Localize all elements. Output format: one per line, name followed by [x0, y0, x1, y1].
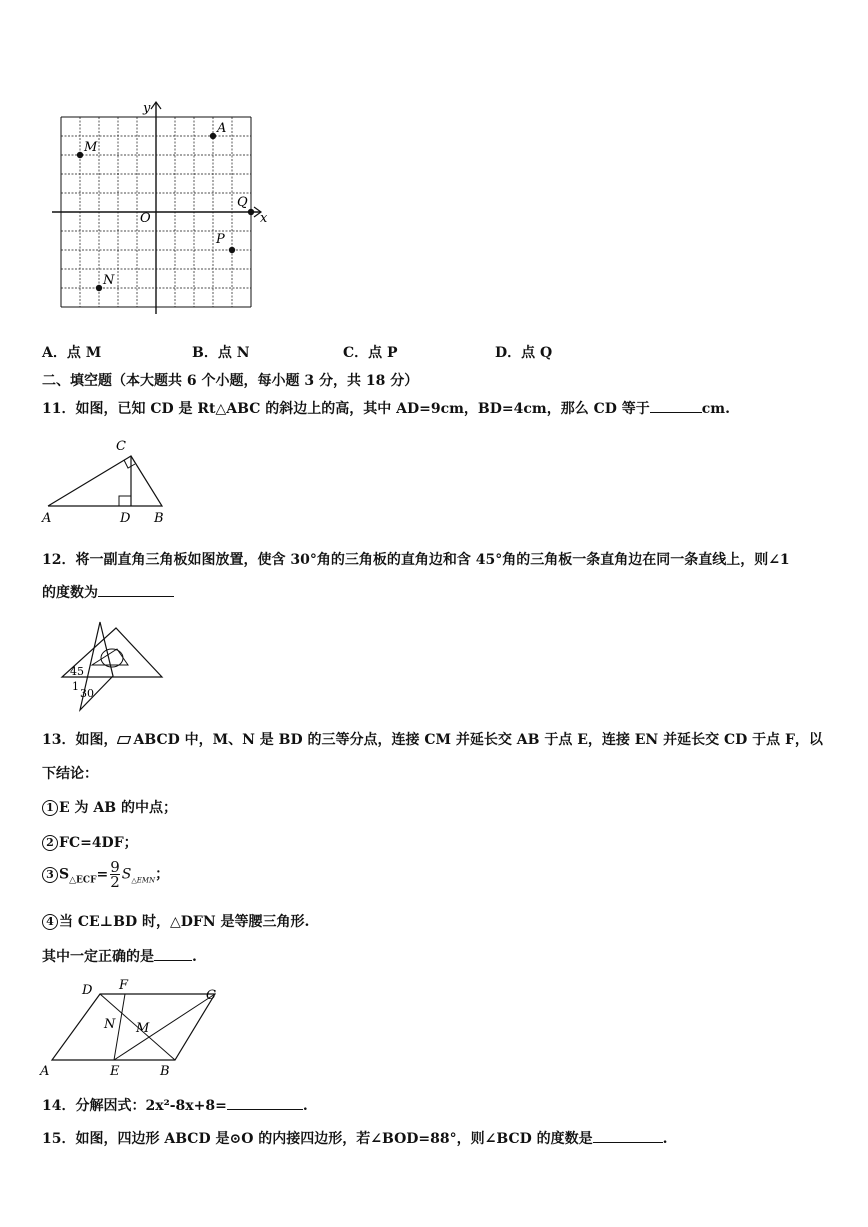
label-b: B — [154, 511, 164, 526]
question-12-line1: 12．将一副直角三角板如图放置，使含 30°角的三角板的直角边和含 45°角的三角板一条直角边在同一条直线上，则∠1 — [42, 552, 790, 568]
circled-number-3: 3 — [42, 867, 58, 883]
question-11: 11．如图，已知 CD 是 Rt△ABC 的斜边上的高，其中 AD=9cm，BD=4cm，那么 CD 等于 cm. — [42, 401, 730, 417]
label-c: C — [116, 439, 126, 454]
point-label-p: P — [216, 232, 225, 247]
question-15: 15．如图，四边形 ABCD 是⊙O 的内接四边形，若∠BOD=88°，则∠BCD 的度数是 . — [42, 1131, 668, 1147]
y-axis-label: y — [143, 101, 151, 116]
triangle-abc-figure — [38, 436, 178, 528]
x-axis-label: x — [260, 211, 268, 226]
question-13-conclusion: 其中一定正确的是 . — [42, 949, 197, 965]
label-a: A — [40, 1064, 50, 1078]
parallelogram-icon — [117, 736, 131, 744]
question-13-line2: 下结论： — [42, 766, 98, 782]
label-f: F — [119, 978, 129, 993]
point-p — [229, 247, 235, 253]
circled-number-1: 1 — [42, 800, 58, 816]
label-d: D — [120, 511, 131, 526]
fraction-nine-halves: $\frac{9}{2}$ — [110, 858, 120, 891]
origin-label: O — [140, 211, 151, 226]
option-c[interactable]: C．点 P — [343, 345, 398, 361]
answer-blank[interactable] — [98, 584, 174, 597]
option-a[interactable]: A．点 M — [42, 345, 102, 361]
point-label-q: Q — [237, 195, 248, 210]
section-title: 二、填空题（本大题共 6 个小题，每小题 3 分，共 18 分） — [42, 373, 419, 389]
point-n — [96, 285, 102, 291]
answer-blank[interactable] — [227, 1097, 303, 1110]
label-30: 30 — [80, 687, 94, 700]
label-b: B — [160, 1064, 170, 1078]
point-q — [248, 209, 254, 215]
label-c: C — [206, 988, 216, 1003]
conclusion-4: 4 当 CE⊥BD 时，△DFN 是等腰三角形. — [42, 911, 309, 931]
parallelogram-abcd-figure — [38, 976, 228, 1078]
question-12-line2: 的度数为 — [42, 582, 174, 602]
grid-points — [77, 121, 254, 291]
conclusion-3: 3 $S_{\triangle ECF}=$ $\frac{9}{2}$ $S_{\triangle EMN}$； — [42, 860, 169, 889]
label-m: M — [136, 1021, 150, 1036]
answer-blank[interactable] — [593, 1130, 663, 1143]
label-e: E — [110, 1064, 120, 1078]
point-a — [210, 133, 216, 139]
label-n: N — [104, 1017, 116, 1032]
label-a: A — [42, 511, 52, 526]
label-angle-1: 1 — [72, 680, 79, 693]
option-b[interactable]: B．点 N — [192, 345, 250, 361]
conclusion-2: 2 FC=4DF； — [42, 832, 138, 852]
triangle-rulers-figure — [58, 618, 168, 714]
conclusion-1: 1 E 为 AB 的中点； — [42, 797, 177, 817]
point-label-m: M — [84, 140, 98, 155]
axes — [52, 102, 261, 314]
option-d[interactable]: D．点 Q — [495, 345, 553, 361]
label-45: 45 — [70, 665, 84, 678]
answer-blank[interactable] — [650, 400, 702, 413]
answer-blank[interactable] — [154, 948, 192, 961]
label-d: D — [82, 983, 93, 998]
question-14: 14．分解因式：2x²-8x+8= . — [42, 1098, 308, 1114]
circled-number-2: 2 — [42, 835, 58, 851]
question-13-line1: 13．如图， ABCD 中，M、N 是 BD 的三等分点，连接 CM 并延长交 AB 于点 E，连接 EN 并延长交 CD 于点 F，以 — [42, 732, 823, 748]
point-label-a: A — [217, 121, 227, 136]
coordinate-grid-figure — [48, 98, 278, 318]
point-m — [77, 152, 83, 158]
point-label-n: N — [103, 273, 115, 288]
circled-number-4: 4 — [42, 914, 58, 930]
